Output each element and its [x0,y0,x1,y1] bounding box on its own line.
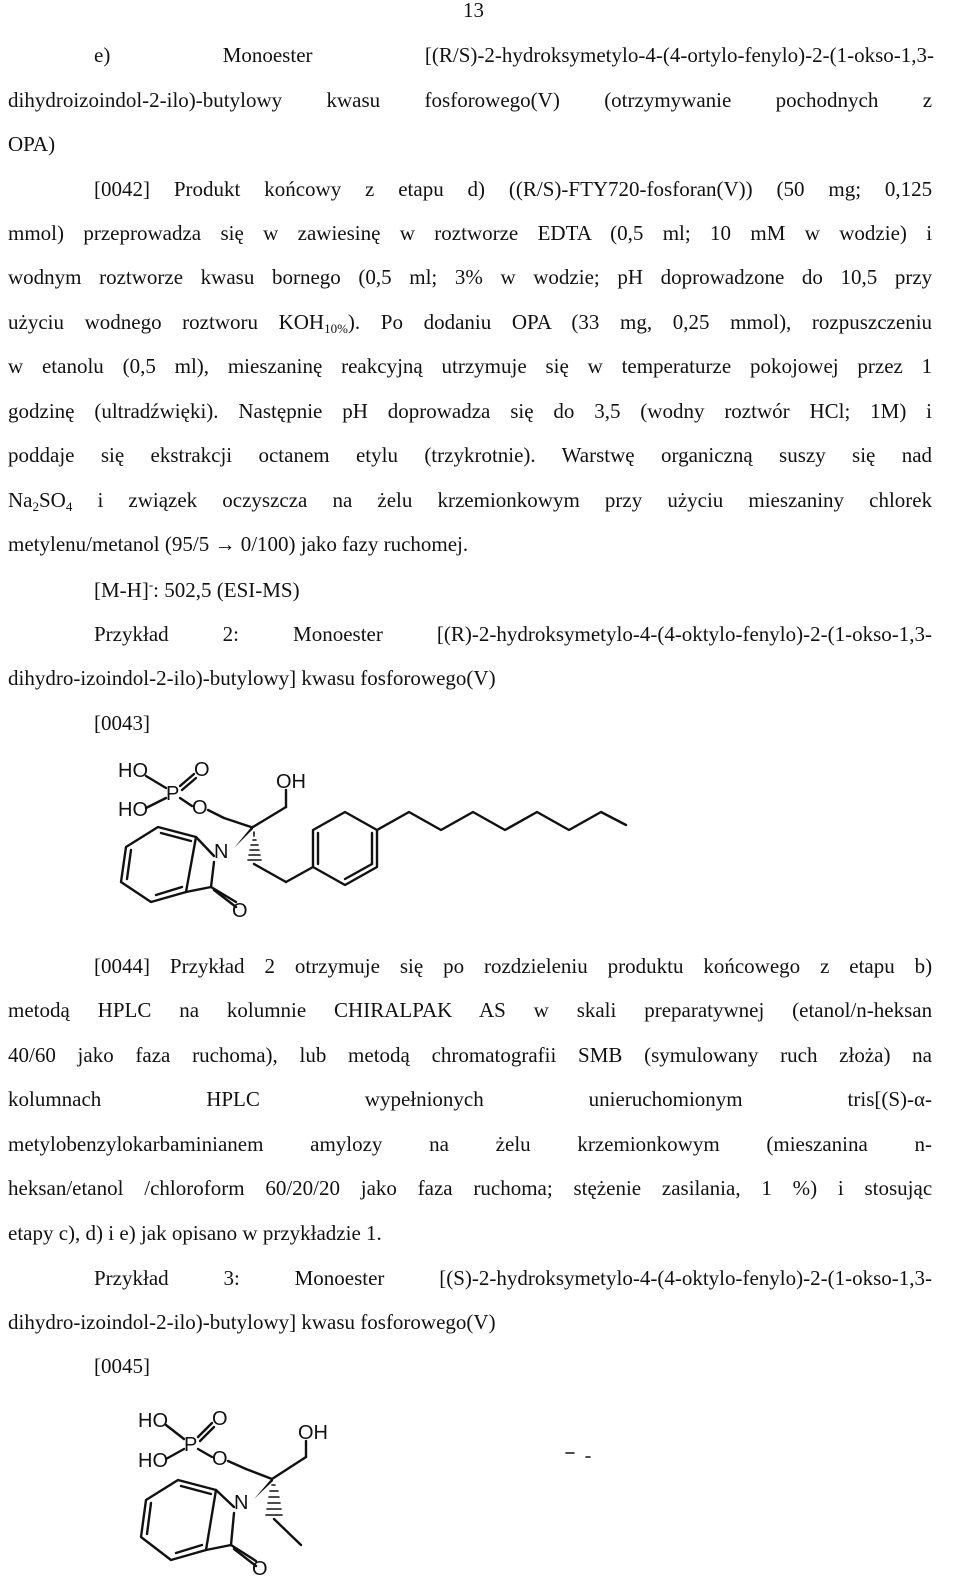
word: stosując [864,1176,933,1200]
word: d) [467,177,486,201]
word: do [553,399,575,423]
p0042-line8-rest [97,488,932,512]
word: jako [77,1043,114,1067]
word: ((R/S)-FTY720-fosforan(V)) [508,177,753,201]
p0044-line2 [8,997,932,1023]
label-o-double: O [194,759,210,781]
word: z [922,88,933,112]
label-o-double: O [212,1408,228,1430]
word: mg, [620,310,653,334]
word: się [852,443,876,467]
p0042-line4-sub: 10% [324,321,348,336]
word: na [332,488,353,512]
word: 2 [264,954,275,978]
word: [0042] [94,177,150,201]
word: [(S)-2-hydroksymetylo-4-(4-oktylo-fenylo)-2-(1-okso-1,3- [439,1266,933,1290]
label-o-keto: O [232,900,248,922]
word: chromatografii [431,1043,557,1067]
word: pH [617,265,644,289]
word: w [8,354,24,378]
word: utrzymuje [441,354,527,378]
example2-ref: [0043] [94,711,150,735]
word: %) [792,1176,818,1200]
word: (trzykrotnie). [424,443,536,467]
word: [(R)-2-hydroksymetylo-4-(4-oktylo-fenylo)-2-(1-okso-1,3- [436,622,932,646]
label-p: P [166,783,180,805]
word: jako [360,1176,397,1200]
word: 10,5 [840,265,878,289]
word: Następnie [238,399,323,423]
word: faza [135,1043,171,1067]
word: na [912,1043,932,1067]
p0042-line4-a: użyciu wodnego roztworu KOH [8,310,325,334]
word: HCl; [809,399,851,423]
word: mmol) [8,221,64,245]
word: 0,125 [884,177,933,201]
label-ho-2: HO [118,799,148,821]
word: wodnym [8,265,82,289]
word: pH [342,399,368,423]
word: (wodny [640,399,705,423]
example3-line2: dihydro-izoindol-2-ilo)-butylowy] kwasu fosforowego(V) [8,1310,496,1334]
arrow-icon: → [214,532,236,556]
word: kwasu [326,88,381,112]
word: 1 [921,354,933,378]
word: (33 [571,310,600,334]
word: końcowego [703,954,801,978]
p0042-line4 [8,309,932,335]
word: Monoester [293,622,383,646]
word: chlorek [869,488,933,512]
word: krzemionkowym [437,488,580,512]
word: suszy [779,443,826,467]
example2-line2: dihydro-izoindol-2-ilo)-butylowy] kwasu fosforowego(V) [8,666,496,690]
p0042-line4-b: ). [347,310,361,334]
word: preparatywnej [644,998,765,1022]
word: i [97,488,104,512]
word: się [510,399,534,423]
word: metylobenzylokarbaminianem [8,1132,264,1156]
label-oh: OH [276,771,306,793]
word: lub [299,1043,327,1067]
word: e) [94,43,111,67]
so-sub: 4 [65,499,73,514]
word: (0,5 [358,265,392,289]
word: (0,5 [122,354,156,378]
word: mM [750,221,786,245]
p0042-line9-b: 0/100) jako fazy ruchomej. [235,532,469,556]
word: 2: [222,622,240,646]
word: (symulowany [644,1043,759,1067]
word: roztworze [99,265,184,289]
word: końcowy [264,177,342,201]
p0042-line2 [8,220,932,246]
example3-ref: [0045] [94,1354,150,1378]
word: 3,5 [594,399,621,423]
word: 60/20/20 [265,1176,340,1200]
ms-ion: [M-H] [94,578,149,602]
word: się [399,954,424,978]
word: żelu [495,1132,531,1156]
label-oh: OH [298,1422,328,1444]
word: etylu [355,443,398,467]
word: Przykład [169,954,245,978]
example2-line1 [94,621,932,647]
word: i [926,399,933,423]
word: mmol), [730,310,792,334]
word: zawiesinę [297,221,381,245]
word: przez [857,354,903,378]
word: SMB [578,1043,623,1067]
word: octanem [258,443,330,467]
structure-example3 [96,1395,636,1590]
p0042-line7 [8,442,932,468]
word: i [926,221,933,245]
word: Monoester [222,43,313,67]
word: do [801,265,823,289]
word: heksan/etanol [8,1176,124,1200]
page-number: 13 [463,0,484,22]
word: wypełnionych [364,1087,484,1111]
word: dihydroizoindol-2-ilo)-butylowy [8,88,283,112]
word: Przykład [94,622,169,646]
p0042-line5 [8,353,932,379]
word: ml; [409,265,438,289]
word: faza [417,1176,453,1200]
word: użyciu [667,488,724,512]
p0042-line3 [8,264,932,290]
word: (0,5 [610,221,644,245]
word: (otrzymywanie [604,88,732,112]
word: 40/60 [8,1043,56,1067]
p0042-line4-c [381,310,932,334]
label-n: N [214,841,229,863]
label-o-ester: O [212,1448,228,1470]
word: fosforowego(V) [424,88,560,112]
word: żelu [377,488,413,512]
word: pochodnych [775,88,879,112]
word: Po [380,310,403,334]
word: w [399,221,415,245]
word: etapu [849,954,895,978]
label-p: P [184,1434,198,1456]
na-text [8,488,72,512]
word: b) [914,954,933,978]
word: ekstrakcji [150,443,233,467]
label-o-keto: O [252,1558,268,1580]
word: roztworze [434,221,519,245]
word: 0,25 [672,310,710,334]
word: oczyszcza [222,488,308,512]
bonds [121,774,626,907]
label-n: N [234,1492,249,1514]
word: [0044] [94,954,150,978]
word: Produkt [173,177,241,201]
word: na [429,1132,449,1156]
word: bornego [271,265,341,289]
word: się [100,443,125,467]
p0044-line6 [8,1175,932,1201]
word: rozpuszczeniu [811,310,933,334]
word: stężenie [573,1176,642,1200]
p0044-line5 [8,1131,932,1157]
word: amylozy [310,1132,383,1156]
word: ruchoma), [192,1043,278,1067]
word: w [500,265,516,289]
word: (etanol/n-heksan [792,998,933,1022]
word: etanolu [41,354,104,378]
p0042-line6 [8,398,932,424]
word: przeprowadza [83,221,202,245]
word: na [179,998,200,1022]
word: 10 [710,221,732,245]
word: kolumnie [226,998,307,1022]
word: doprowadzone [660,265,785,289]
p0044-line3 [8,1042,932,1068]
so-label: SO [39,488,66,512]
word: przy [604,488,643,512]
word: 3% [454,265,483,289]
example3-line1 [94,1265,932,1291]
word: po [443,954,465,978]
p0042-line8 [8,487,932,513]
word: [(R/S)-2-hydroksymetylo-4-(4-ortylo-fenylo)-2-(1-okso-1,3- [424,43,935,67]
word: unieruchomionym [588,1087,743,1111]
p0044-line4 [8,1086,932,1112]
word: zasilania, [661,1176,741,1200]
word: (mieszanina [766,1132,868,1156]
word: ml; [662,221,691,245]
word: n- [914,1132,933,1156]
word: i [837,1176,844,1200]
word: AS [478,998,506,1022]
word: temperaturze [621,354,732,378]
label-o-ester: O [192,797,208,819]
word: mieszaniny [748,488,845,512]
word: skali [576,998,617,1022]
word: EDTA [537,221,591,245]
p0042-line9 [8,531,468,557]
structure-example2 [96,752,636,927]
word: reakcyjną [341,354,423,378]
word: ml), [174,354,210,378]
word: związek [128,488,198,512]
word: organiczną [660,443,753,467]
word: poddaje [8,443,75,467]
bonds [141,1423,590,1566]
word: metodą [348,1043,410,1067]
word: godzinę [8,399,75,423]
word: 1M) [870,399,907,423]
section-e-line3: OPA) [8,132,56,156]
ms-line [94,577,300,603]
word: HPLC [97,998,152,1022]
word: CHIRALPAK [334,998,453,1022]
word: złoża) [839,1043,891,1067]
word: doprowadza [387,399,491,423]
word: mieszaninę [227,354,323,378]
word: ruch [780,1043,818,1067]
word: ruchoma; [473,1176,553,1200]
word: dodaniu [423,310,492,334]
word: Przykład [94,1266,169,1290]
word: metodą [8,998,70,1022]
word: produktu [607,954,684,978]
p0044-line7: etapy c), d) i e) jak opisano w przykładzie 1. [8,1221,382,1245]
word: nad [901,443,933,467]
word: w [263,221,279,245]
ms-value: : 502,5 (ESI-MS) [153,578,300,602]
word: krzemionkowym [577,1132,720,1156]
p0042-line9-a: metylenu/metanol (95/5 [8,532,215,556]
word: z [820,954,830,978]
word: HPLC [206,1087,260,1111]
word: (ultradźwięki). [94,399,219,423]
label-ho-2: HO [138,1450,168,1472]
word: Warstwę [561,443,635,467]
word: w [533,998,549,1022]
word: etapu [398,177,444,201]
word: mg; [828,177,862,201]
word: kolumnach [8,1087,102,1111]
label-ho-1: HO [118,760,148,782]
word: 1 [761,1176,772,1200]
word: kwasu [200,265,255,289]
label-ho-1: HO [138,1410,168,1432]
na-label: Na [8,488,33,512]
word: z [365,177,375,201]
word: 3: [223,1266,240,1290]
section-e-line2 [8,87,932,113]
word: pokojowej [749,354,839,378]
word: /chloroform [144,1176,245,1200]
word: w [804,221,820,245]
word: rozdzieleniu [483,954,588,978]
word: wodzie; [533,265,600,289]
word: Monoester [294,1266,385,1290]
ms-charge: - [148,577,154,592]
p0042-line1 [94,176,932,202]
word: się [545,354,569,378]
word: przy [894,265,933,289]
word: tris[(S)-α- [847,1087,933,1111]
word: OPA [511,310,551,334]
word: roztwór [724,399,790,423]
word: się [220,221,244,245]
section-e-line1 [94,42,934,68]
word: otrzymuje [294,954,380,978]
word: w [587,354,603,378]
word: wodzie) [839,221,907,245]
p0044-line1 [94,953,932,979]
na-sub: 2 [32,499,39,514]
word: (50 [776,177,805,201]
